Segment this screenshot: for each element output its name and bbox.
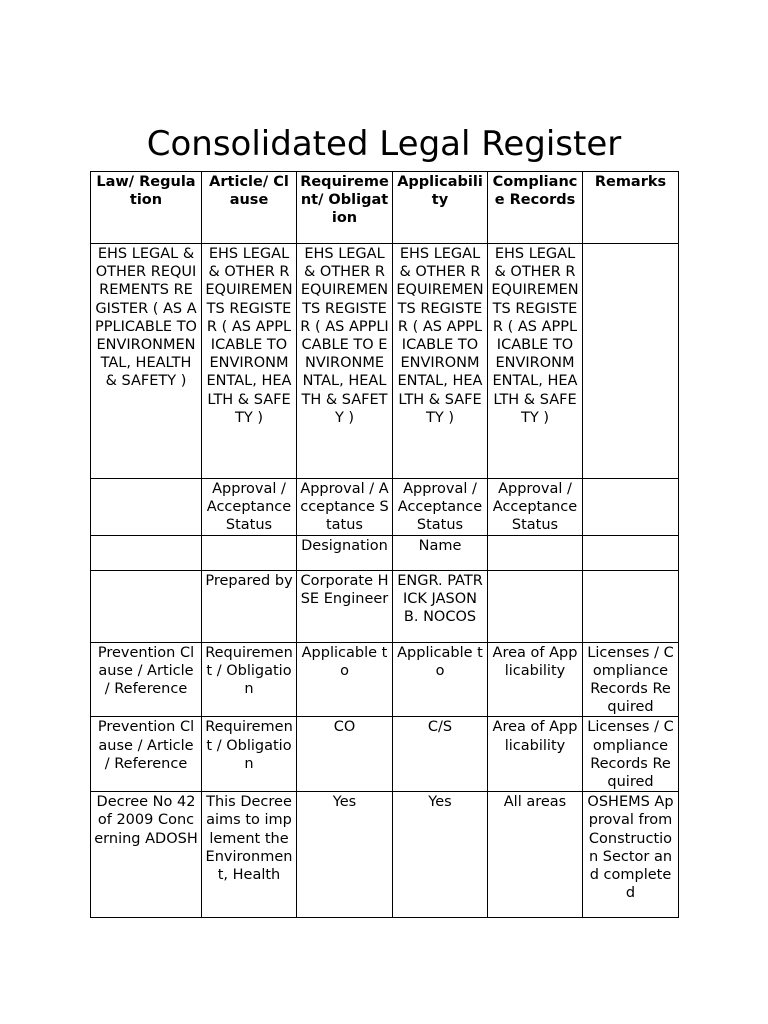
table-cell: Area of Applicability xyxy=(488,717,583,792)
table-cell xyxy=(91,479,202,536)
table-cell xyxy=(488,535,583,570)
header-compliance-records: Compliance Records xyxy=(488,172,583,244)
table-cell: OSHEMS Approval from Construction Sector and completed xyxy=(583,792,679,918)
table-cell xyxy=(91,535,202,570)
table-cell: EHS LEGAL & OTHER REQUIREMENTS REGISTER ( AS APPLICABLE TO ENVIRONMENTAL, HEALTH & SAFETY ) xyxy=(393,244,488,479)
table-cell xyxy=(91,570,202,642)
table-cell: EHS LEGAL & OTHER REQUIREMENTS REGISTER ( AS APPLICABLE TO ENVIRONMENTAL, HEALTH & SAFETY ) xyxy=(297,244,393,479)
table-header-row xyxy=(91,172,679,244)
table-cell: EHS LEGAL & OTHER REQUIREMENTS REGISTER ( AS APPLICABLE TO ENVIRONMENTAL, HEALTH & SAFETY ) xyxy=(488,244,583,479)
table-cell xyxy=(583,570,679,642)
table-cell: Applicable to xyxy=(297,642,393,717)
table-cell: Name xyxy=(393,535,488,570)
table-cell: Requirement / Obligation xyxy=(202,717,297,792)
table-row xyxy=(91,535,679,570)
table-cell xyxy=(583,479,679,536)
header-applicability: Applicability xyxy=(393,172,488,244)
legal-register-table xyxy=(90,171,679,918)
header-requirement-obligation: Requirement/ Obligation xyxy=(297,172,393,244)
table-cell xyxy=(583,535,679,570)
table-row xyxy=(91,642,679,717)
table-cell: Licenses / Compliance Records Required xyxy=(583,642,679,717)
table-cell: All areas xyxy=(488,792,583,918)
table-cell: Approval / Acceptance Status xyxy=(202,479,297,536)
table-cell: C/S xyxy=(393,717,488,792)
table-cell xyxy=(583,244,679,479)
table-row xyxy=(91,479,679,536)
table-row xyxy=(91,792,679,918)
table-cell: Corporate HSE Engineer xyxy=(297,570,393,642)
table-cell: EHS LEGAL & OTHER REQUIREMENTS REGISTER ( AS APPLICABLE TO ENVIRONMENTAL, HEALTH & SAFETY ) xyxy=(202,244,297,479)
table-row xyxy=(91,717,679,792)
page-title: Consolidated Legal Register xyxy=(146,124,622,164)
table-row xyxy=(91,570,679,642)
table-cell: This Decree aims to implement the Environment, Health xyxy=(202,792,297,918)
header-remarks: Remarks xyxy=(583,172,679,244)
table-cell: EHS LEGAL & OTHER REQUIREMENTS REGISTER ( AS APPLICABLE TO ENVIRONMENTAL, HEALTH & SAFETY ) xyxy=(91,244,202,479)
table-cell: Decree No 42 of 2009 Concerning ADOSH xyxy=(91,792,202,918)
table-cell: Licenses / Compliance Records Required xyxy=(583,717,679,792)
table-cell: Yes xyxy=(393,792,488,918)
table-cell: Approval / Acceptance Status xyxy=(393,479,488,536)
table-cell: Prevention Clause / Article / Reference xyxy=(91,717,202,792)
table-cell: Applicable to xyxy=(393,642,488,717)
table-cell: Approval / Acceptance Status xyxy=(488,479,583,536)
table-cell: Requirement / Obligation xyxy=(202,642,297,717)
table-row xyxy=(91,244,679,479)
table-cell xyxy=(488,570,583,642)
header-law-regulation: Law/ Regulation xyxy=(91,172,202,244)
table-cell: Area of Applicability xyxy=(488,642,583,717)
table-cell xyxy=(202,535,297,570)
table-cell: CO xyxy=(297,717,393,792)
table-cell: ENGR. PATRICK JASON B. NOCOS xyxy=(393,570,488,642)
table-cell: Prepared by xyxy=(202,570,297,642)
table-cell: Designation xyxy=(297,535,393,570)
table-cell: Prevention Clause / Article / Reference xyxy=(91,642,202,717)
table-cell: Approval / Acceptance Status xyxy=(297,479,393,536)
header-article-clause: Article/ Clause xyxy=(202,172,297,244)
table-cell: Yes xyxy=(297,792,393,918)
